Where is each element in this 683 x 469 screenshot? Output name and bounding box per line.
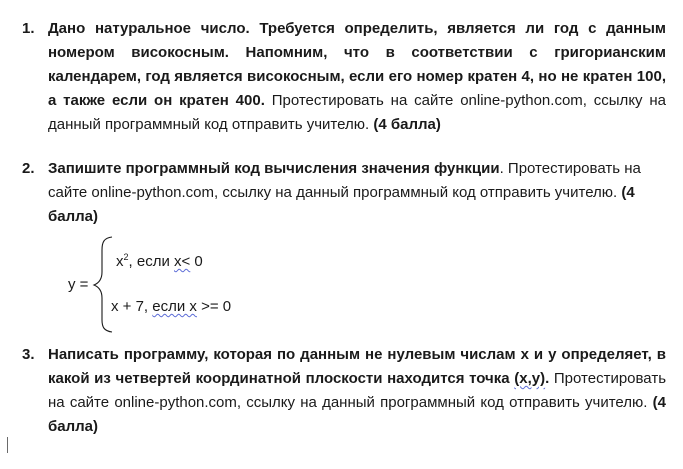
- text-cursor: [7, 437, 8, 453]
- case1-exponent: 2: [123, 252, 129, 262]
- task-2: [22, 157, 666, 229]
- task-body: [48, 343, 666, 439]
- task-number: 3.: [22, 346, 35, 363]
- task-instructions: Протестировать на сайте online-python.com, ссылку на данный программный код отправить учителю.: [48, 370, 667, 411]
- task-number: 1.: [22, 20, 35, 37]
- task-statement: Запишите программный код вычисления значения функции: [48, 160, 500, 177]
- task-number: 2.: [22, 160, 35, 177]
- case2-condition: если x: [152, 298, 197, 315]
- task-points: (4 балла): [48, 184, 635, 225]
- task-instructions: Протестировать на сайте online-python.com, ссылку на данный программный код отправить учителю.: [48, 92, 666, 133]
- task-instructions: . Протестировать на сайте online-python.com, ссылку на данный программный код отправить учителю.: [48, 160, 641, 201]
- task-body: [48, 17, 666, 137]
- case1-separator: , если: [128, 253, 174, 270]
- task-statement: Написать программу, которая по данным не нулевым числам x и y определяет, в какой из четвертей координатной плоскости находится точка: [48, 346, 666, 387]
- task-points: (4 балла): [373, 116, 441, 133]
- case1-base: x: [116, 253, 124, 270]
- function-case-2: [111, 298, 231, 315]
- case1-tail: 0: [190, 253, 203, 270]
- case1-condition: x<: [174, 253, 191, 270]
- task-body: [48, 157, 666, 229]
- task-points: (4 балла): [48, 394, 666, 435]
- task-statement: Дано натуральное число. Требуется определить, является ли год с данным номером високосным. Напомним, что в соответствии с григорианским календарем, год является високосным, если его номер кратен 4, но не кратен 100, а также если он кратен 400.: [48, 20, 666, 109]
- task-1: [22, 17, 666, 137]
- task-statement-end: .: [545, 370, 550, 387]
- case2-head: x + 7,: [111, 298, 153, 315]
- function-lhs: y =: [68, 276, 89, 293]
- point-notation: (x,y): [514, 370, 546, 387]
- task-3: [22, 343, 666, 439]
- case2-tail: >= 0: [196, 298, 232, 315]
- function-case-1: [116, 253, 203, 270]
